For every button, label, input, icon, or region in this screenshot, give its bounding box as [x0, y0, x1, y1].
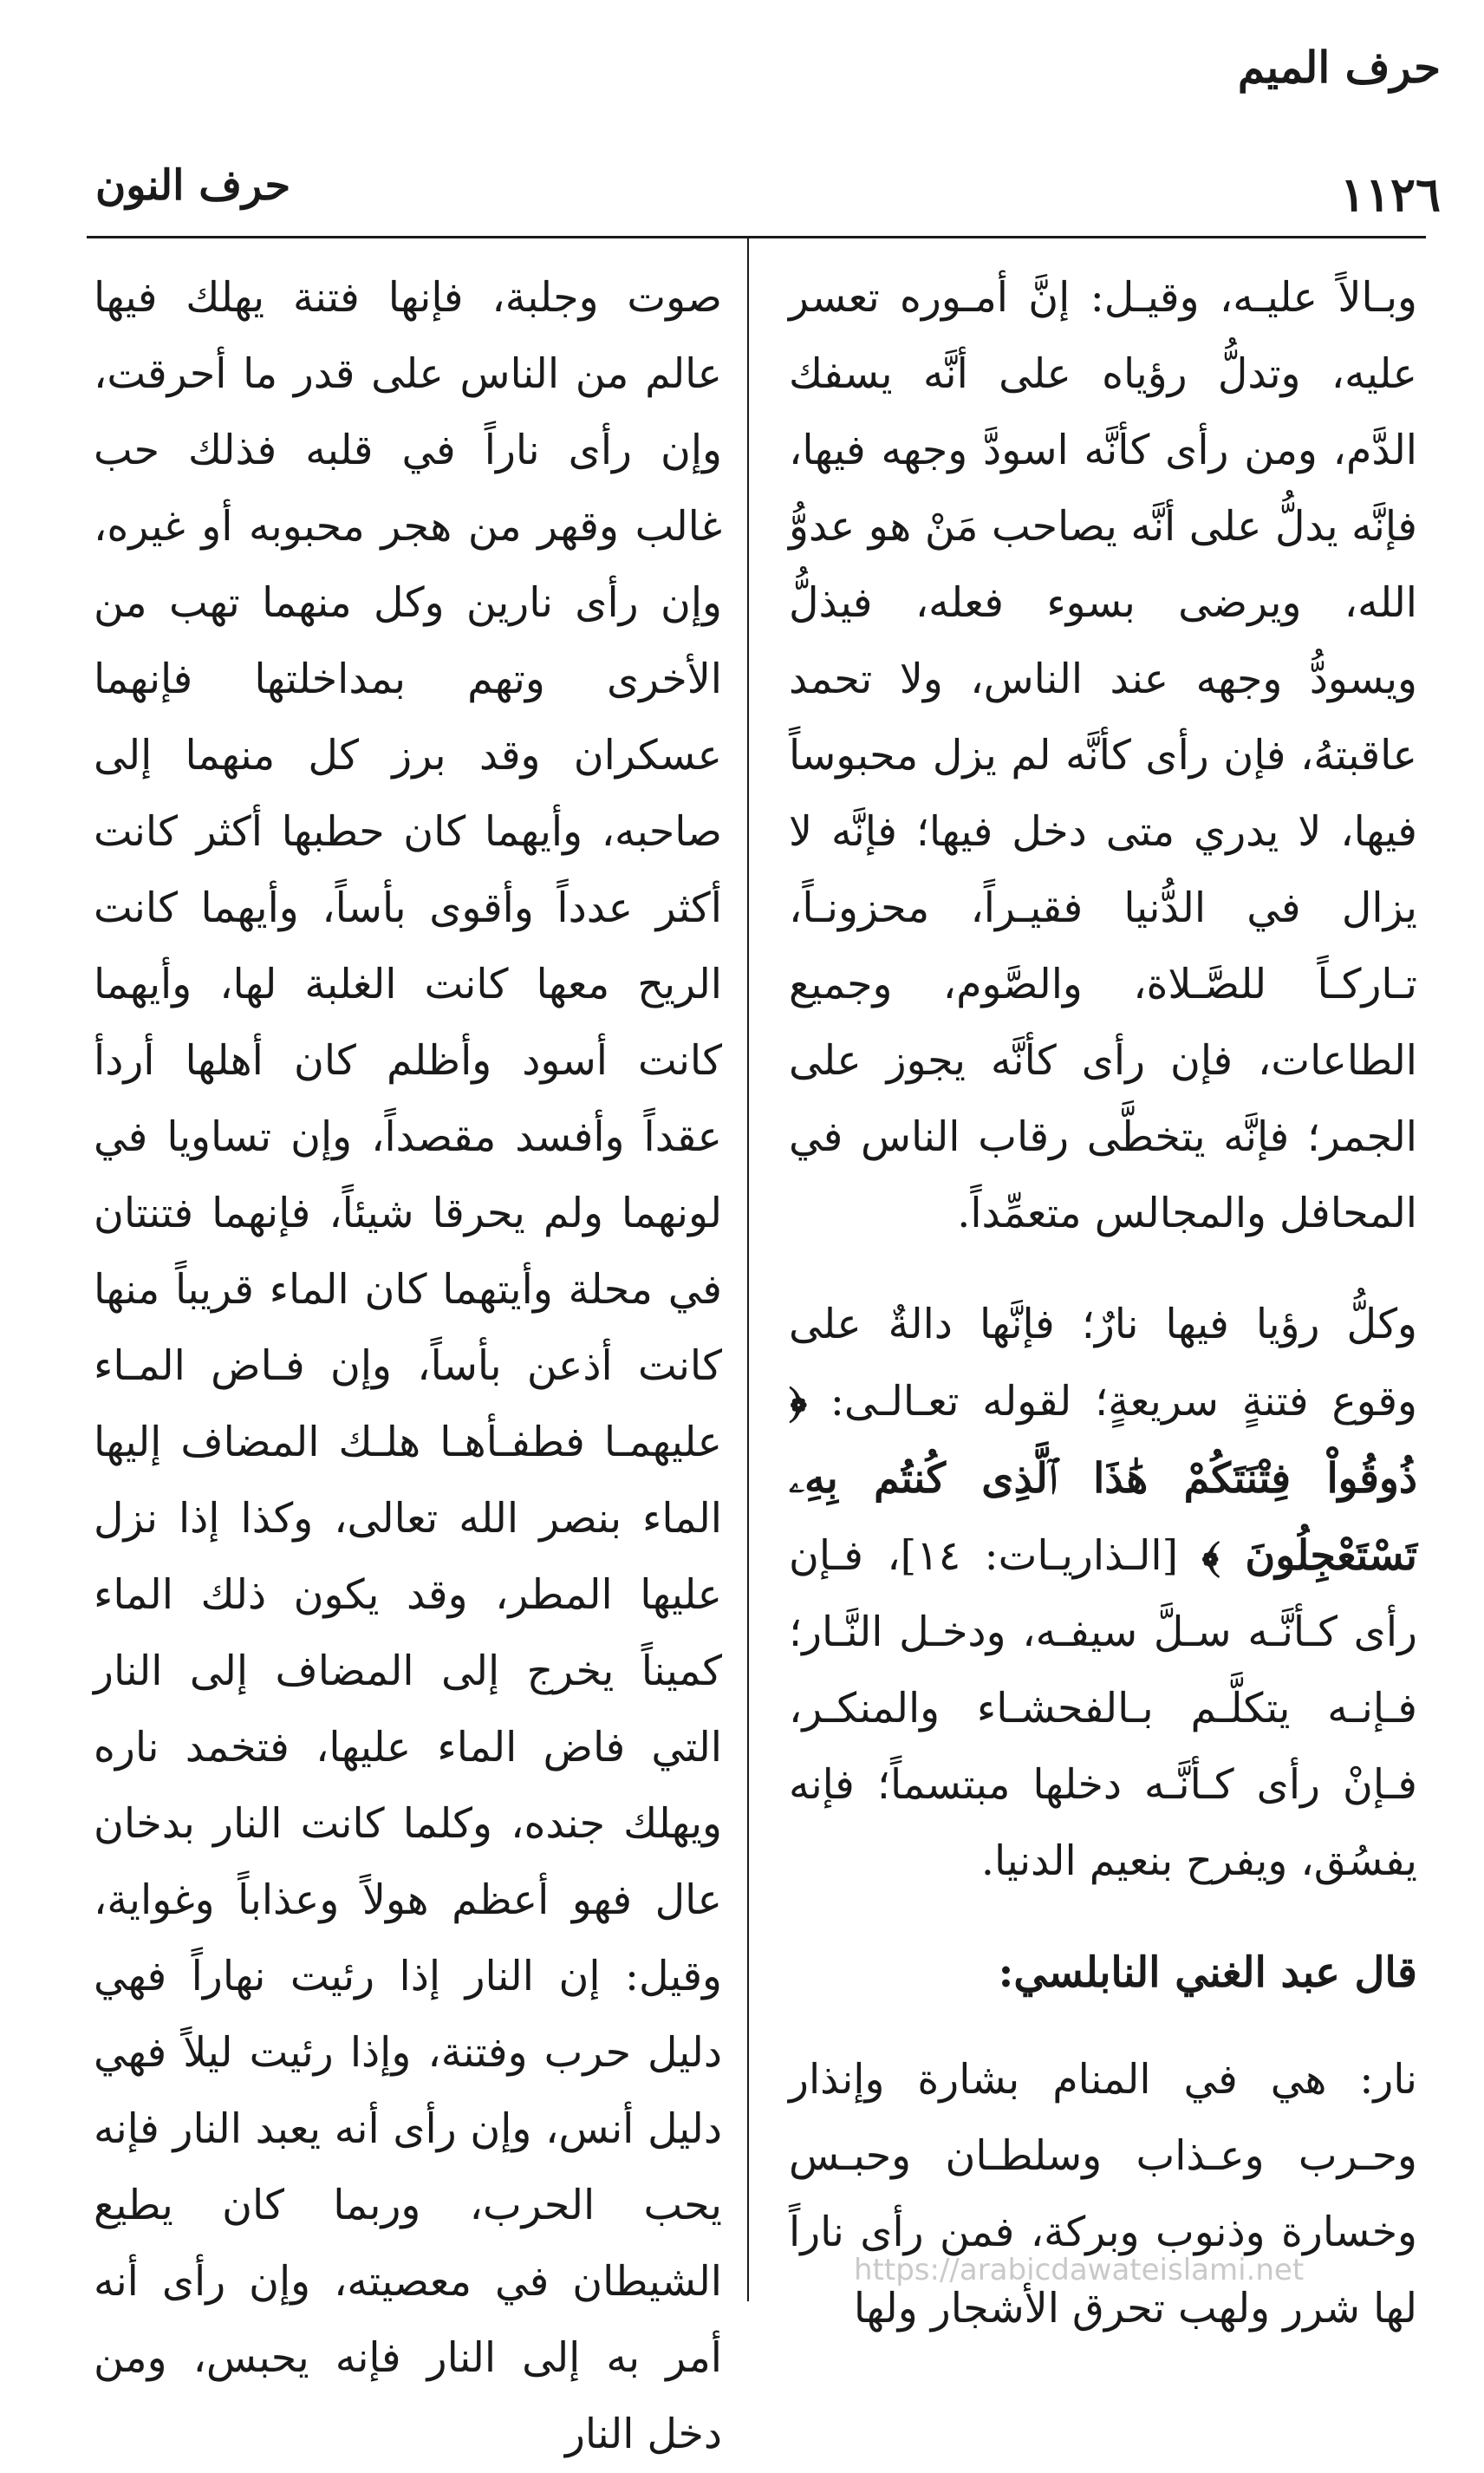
paragraph-text: وكلُّ رؤيا فيها نارٌ؛ فإنَّها دالةٌ على وقوع فتنةٍ سريعةٍ؛ لقوله تعـالـى: [789, 1301, 1417, 1426]
page-number: ١١٢٦ [1339, 166, 1441, 222]
right-column [789, 260, 1417, 2347]
running-header: حرف النون [95, 161, 291, 210]
watermark: https://arabicdawateislami.net [854, 2253, 1305, 2287]
column-divider [747, 236, 749, 2301]
paragraph [789, 1287, 1417, 1900]
paragraph: صوت وجلبة، فإنها فتنة يهلك فيها عالم من الناس على قدر ما أحرقت، وإن رأى ناراً في قلبه فذلك حب غالب وقهر من هجر محبوبه أو غيره، وإن رأى نارين وكل منهما تهب من الأخرى وتهم بمداخلتها فإنهما عسكران وقد برز كل منهما إلى صاحبه، وأيهما كان حطبها أكثر كانت أكثر عدداً وأقوى بأساً، وأيهما كانت الريح معها كانت الغلبة لها، وأيهما كانت أسود وأظلم كان أهلها أردأ عقداً وأفسد مقصداً، وإن تساويا في لونهما ولم يحرقا شيئاً، فإنهما فتنتان في محلة وأيتهما كان الماء قريباً منها كانت أذعن بأساً، وإن فـاض المـاء عليهمـا فطفـأهـا هلـك المضاف إليها الماء بنصر الله تعالى، وكذا إذا نزل عليها المطر، وقد يكون ذلك الماء كميناً يخرج إلى المضاف إلى النار التي فاض الماء عليها، فتخمد ناره ويهلك جنده، وكلما كانت النار بدخان عال فهو أعظم هولاً وعذاباً وغواية، وقيل: إن النار إذا رئيت نهاراً فهي دليل حرب وفتنة، وإذا رئيت ليلاً فهي دليل أنس، وإن رأى أنه يعبد النار فإنه يحب الحرب، وربما كان يطيع الشيطان في معصيته، وإن رأى أنه أمر به إلى النار فإنه يحبس، ومن دخل النار [94, 274, 722, 2458]
left-column [94, 260, 722, 2473]
quran-verse: ﴿ ذُوقُواْ فِتْنَتَكُمْ هَٰذَا ٱلَّذِى كُنتُم بِهِۦ تَسْتَعْجِلُونَ ﴾ [789, 1377, 1417, 1580]
section-title: حرف الميم [1237, 42, 1441, 93]
header-rule [87, 236, 1426, 238]
subheading: قال عبد الغني النابلسي: [998, 1948, 1417, 1997]
paragraph: وبـالاً عليـه، وقيـل: إنَّ أمـوره تعسر عليه، وتدلُّ رؤياه على أنَّه يسفك الدَّم، ومن رأى كأنَّه اسودَّ وجهه فيها، فإنَّه يدلُّ على أنَّه يصاحب مَنْ هو عدوُّ الله، ويرضى بسوء فعله، فيذلُّ ويسودُّ وجهه عند الناس، ولا تحمد عاقبتهُ، فإن رأى كأنَّه لم يزل محبوساً فيها، لا يدري متى دخل فيها؛ فإنَّه لا يزال في الدُّنيا فقيـراً، محزونـاً، تـاركـاً للصَّـلاة، والصَّوم، وجميع الطاعات، فإن رأى كأنَّه يجوز على الجمر؛ فإنَّه يتخطَّى رقاب الناس في المحافل والمجالس متعمِّداً. [789, 274, 1417, 1237]
paragraph-text: [الـذاريـات: ١٤]، فـإن رأى كـأنَّـه سـلَّ سيفـه، ودخـل النَّـار؛ فـإنـه يتكلَّـم بـالفحشـاء والمنكـر، فـإنْ رأى كـأنَّـه دخلها مبتسماً؛ فإنه يفسُق، ويفرح بنعيم الدنيا. [789, 1532, 1417, 1885]
paragraph: نار: هي في المنام بشارة وإنذار وحـرب وعـذاب وسلطـان وحبـس وخسارة وذنوب وبركة، فمن رأى ناراً لها شرر ولهب تحرق الأشجار ولها [789, 2056, 1417, 2333]
